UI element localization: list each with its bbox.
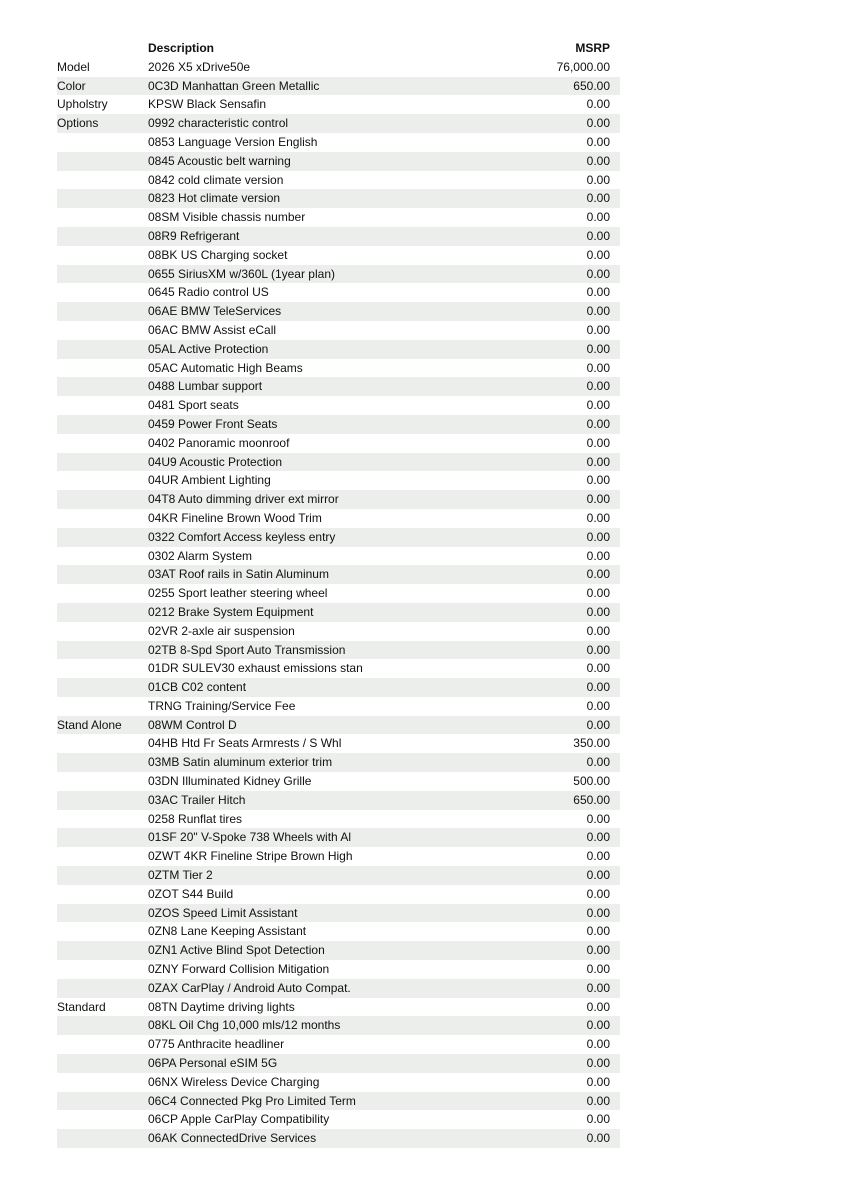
row-description: 03MB Satin aluminum exterior trim — [148, 755, 333, 770]
row-msrp: 0.00 — [586, 811, 610, 826]
row-category — [57, 1035, 148, 1054]
table-row — [57, 189, 620, 208]
row-msrp: 0.00 — [586, 210, 610, 225]
row-description: 05AL Active Protection — [148, 341, 269, 356]
row-description: 04T8 Auto dimming driver ext mirror — [148, 492, 339, 507]
row-category — [57, 697, 148, 716]
row-msrp: 0.00 — [586, 661, 610, 676]
row-description: 08SM Visible chassis number — [148, 210, 306, 225]
row-category — [57, 772, 148, 791]
row-category — [57, 265, 148, 284]
row-category — [57, 490, 148, 509]
row-msrp: 0.00 — [586, 1131, 610, 1146]
row-description: 0655 SiriusXM w/360L (1year plan) — [148, 266, 335, 281]
row-msrp: 0.00 — [586, 285, 610, 300]
table-row — [57, 922, 620, 941]
row-category — [57, 509, 148, 528]
row-category — [57, 847, 148, 866]
table-row — [57, 1129, 620, 1148]
row-category — [57, 434, 148, 453]
row-msrp: 0.00 — [586, 1056, 610, 1071]
table-row — [57, 1092, 620, 1111]
table-row — [57, 979, 620, 998]
table-row — [57, 941, 620, 960]
table-row — [57, 509, 620, 528]
row-description: 0212 Brake System Equipment — [148, 604, 314, 619]
table-row — [57, 246, 620, 265]
row-msrp: 0.00 — [586, 755, 610, 770]
table-row — [57, 584, 620, 603]
row-msrp: 0.00 — [586, 435, 610, 450]
row-description: 01CB C02 content — [148, 680, 247, 695]
row-category — [57, 152, 148, 171]
row-category: Standard — [57, 999, 106, 1014]
row-description: 06PA Personal eSIM 5G — [148, 1056, 278, 1071]
row-description: 01SF 20" V-Spoke 738 Wheels with Al — [148, 830, 352, 845]
table-row — [57, 377, 620, 396]
row-msrp: 0.00 — [586, 1018, 610, 1033]
row-category — [57, 979, 148, 998]
row-category — [57, 171, 148, 190]
row-category — [57, 1016, 148, 1035]
row-category — [57, 415, 148, 434]
table-row — [57, 904, 620, 923]
row-category: Stand Alone — [57, 717, 122, 732]
table-row — [57, 58, 620, 77]
table-row — [57, 415, 620, 434]
row-category — [57, 866, 148, 885]
row-msrp: 0.00 — [586, 868, 610, 883]
row-description: 02TB 8-Spd Sport Auto Transmission — [148, 642, 346, 657]
row-category — [57, 283, 148, 302]
row-description: 0258 Runflat tires — [148, 811, 243, 826]
row-msrp: 0.00 — [586, 680, 610, 695]
row-description: 0853 Language Version English — [148, 134, 318, 149]
table-row — [57, 1110, 620, 1129]
row-description: 06AK ConnectedDrive Services — [148, 1131, 317, 1146]
row-msrp: 0.00 — [586, 510, 610, 525]
row-category — [57, 396, 148, 415]
row-msrp: 0.00 — [586, 322, 610, 337]
table-row — [57, 659, 620, 678]
row-description: TRNG Training/Service Fee — [148, 698, 296, 713]
table-row — [57, 171, 620, 190]
table-row — [57, 641, 620, 660]
row-category — [57, 208, 148, 227]
row-category — [57, 622, 148, 641]
row-category — [57, 1073, 148, 1092]
table-row — [57, 434, 620, 453]
vehicle-price-sheet — [57, 39, 620, 1148]
row-description: 06AE BMW TeleServices — [148, 304, 282, 319]
row-msrp: 0.00 — [586, 153, 610, 168]
row-description: 06AC BMW Assist eCall — [148, 322, 277, 337]
row-description: 0302 Alarm System — [148, 548, 253, 563]
row-category — [57, 321, 148, 340]
row-description: 0ZN8 Lane Keeping Assistant — [148, 924, 307, 939]
table-row — [57, 960, 620, 979]
row-description: 05AC Automatic High Beams — [148, 360, 303, 375]
table-row — [57, 283, 620, 302]
row-description: 0ZNY Forward Collision Mitigation — [148, 962, 330, 977]
table-row — [57, 565, 620, 584]
table-row — [57, 340, 620, 359]
row-msrp: 0.00 — [586, 567, 610, 582]
row-category — [57, 641, 148, 660]
row-category — [57, 904, 148, 923]
row-category — [57, 453, 148, 472]
table-row — [57, 810, 620, 829]
row-description: 0ZWT 4KR Fineline Stripe Brown High — [148, 849, 353, 864]
row-category — [57, 659, 148, 678]
table-row — [57, 265, 620, 284]
row-msrp: 0.00 — [586, 529, 610, 544]
row-description: 0488 Lumbar support — [148, 379, 263, 394]
row-description: 0459 Power Front Seats — [148, 416, 278, 431]
row-description: 03AT Roof rails in Satin Aluminum — [148, 567, 329, 582]
row-category: Upholstry — [57, 97, 108, 112]
row-description: 01DR SULEV30 exhaust emissions stan — [148, 661, 363, 676]
row-description: 0C3D Manhattan Green Metallic — [148, 78, 320, 93]
table-row — [57, 1035, 620, 1054]
row-description: 06CP Apple CarPlay Compatibility — [148, 1112, 330, 1127]
row-category — [57, 1054, 148, 1073]
row-category — [57, 828, 148, 847]
row-category — [57, 734, 148, 753]
row-description: 08TN Daytime driving lights — [148, 999, 295, 1014]
row-description: 06C4 Connected Pkg Pro Limited Term — [148, 1093, 356, 1108]
row-msrp: 0.00 — [586, 247, 610, 262]
row-category — [57, 941, 148, 960]
row-msrp: 0.00 — [586, 962, 610, 977]
row-msrp: 0.00 — [586, 849, 610, 864]
row-description: 0ZAX CarPlay / Android Auto Compat. — [148, 980, 351, 995]
row-description: 03AC Trailer Hitch — [148, 792, 246, 807]
category-column-header — [57, 39, 148, 58]
row-description: 0ZTM Tier 2 — [148, 868, 213, 883]
row-category — [57, 377, 148, 396]
row-msrp: 0.00 — [586, 642, 610, 657]
row-msrp: 0.00 — [586, 116, 610, 131]
row-msrp: 0.00 — [586, 454, 610, 469]
row-msrp: 0.00 — [586, 999, 610, 1014]
row-category — [57, 471, 148, 490]
row-category — [57, 547, 148, 566]
table-row — [57, 734, 620, 753]
table-row — [57, 95, 620, 114]
row-description: 0481 Sport seats — [148, 398, 239, 413]
table-row — [57, 359, 620, 378]
row-category — [57, 133, 148, 152]
row-description: 0775 Anthracite headliner — [148, 1037, 285, 1052]
row-msrp: 0.00 — [586, 379, 610, 394]
row-description: 0ZOS Speed Limit Assistant — [148, 905, 298, 920]
table-row — [57, 1073, 620, 1092]
row-msrp: 650.00 — [573, 792, 610, 807]
row-description: 0992 characteristic control — [148, 116, 289, 131]
row-msrp: 0.00 — [586, 398, 610, 413]
table-row — [57, 603, 620, 622]
table-row — [57, 622, 620, 641]
row-category — [57, 340, 148, 359]
row-category — [57, 302, 148, 321]
table-row — [57, 77, 620, 96]
table-row — [57, 1016, 620, 1035]
price-table — [57, 39, 620, 1148]
table-row — [57, 1054, 620, 1073]
row-msrp: 76,000.00 — [556, 59, 610, 74]
row-description: 0ZOT S44 Build — [148, 886, 234, 901]
row-description: 08KL Oil Chg 10,000 mls/12 months — [148, 1018, 341, 1033]
row-msrp: 0.00 — [586, 360, 610, 375]
row-description: 2026 X5 xDrive50e — [148, 59, 251, 74]
row-category — [57, 1110, 148, 1129]
row-msrp: 0.00 — [586, 943, 610, 958]
row-msrp: 650.00 — [573, 78, 610, 93]
row-msrp: 0.00 — [586, 1093, 610, 1108]
table-row — [57, 528, 620, 547]
table-header-row — [57, 39, 620, 58]
row-description: 04HB Htd Fr Seats Armrests / S Whl — [148, 736, 342, 751]
row-category — [57, 885, 148, 904]
row-category — [57, 603, 148, 622]
table-row — [57, 453, 620, 472]
table-row — [57, 998, 620, 1017]
row-description: 04UR Ambient Lighting — [148, 473, 271, 488]
row-msrp: 0.00 — [586, 905, 610, 920]
row-category — [57, 1129, 148, 1148]
row-msrp: 0.00 — [586, 830, 610, 845]
table-row — [57, 152, 620, 171]
table-row — [57, 490, 620, 509]
row-msrp: 0.00 — [586, 698, 610, 713]
row-description: 0842 cold climate version — [148, 172, 284, 187]
row-category — [57, 565, 148, 584]
row-category: Color — [57, 78, 86, 93]
row-msrp: 0.00 — [586, 473, 610, 488]
row-description: 0255 Sport leather steering wheel — [148, 586, 328, 601]
row-msrp: 0.00 — [586, 717, 610, 732]
row-category — [57, 960, 148, 979]
row-category — [57, 810, 148, 829]
row-msrp: 500.00 — [573, 774, 610, 789]
row-description: 0ZN1 Active Blind Spot Detection — [148, 943, 325, 958]
table-row — [57, 114, 620, 133]
table-row — [57, 396, 620, 415]
row-description: 0322 Comfort Access keyless entry — [148, 529, 336, 544]
row-category — [57, 922, 148, 941]
row-description: 0823 Hot climate version — [148, 191, 281, 206]
row-msrp: 0.00 — [586, 924, 610, 939]
row-msrp: 0.00 — [586, 492, 610, 507]
row-description: 03DN Illuminated Kidney Grille — [148, 774, 312, 789]
row-msrp: 0.00 — [586, 266, 610, 281]
row-category — [57, 1092, 148, 1111]
row-description: 0645 Radio control US — [148, 285, 269, 300]
row-msrp: 350.00 — [573, 736, 610, 751]
row-category — [57, 753, 148, 772]
row-description: 0402 Panoramic moonroof — [148, 435, 290, 450]
row-msrp: 0.00 — [586, 980, 610, 995]
row-description: 06NX Wireless Device Charging — [148, 1074, 320, 1089]
row-description: 04U9 Acoustic Protection — [148, 454, 283, 469]
row-msrp: 0.00 — [586, 1037, 610, 1052]
row-category — [57, 678, 148, 697]
row-category — [57, 528, 148, 547]
row-category: Model — [57, 59, 90, 74]
table-row — [57, 302, 620, 321]
row-category — [57, 359, 148, 378]
row-description: 0845 Acoustic belt warning — [148, 153, 291, 168]
row-description: 08WM Control D — [148, 717, 237, 732]
table-row — [57, 678, 620, 697]
row-msrp: 0.00 — [586, 623, 610, 638]
row-msrp: 0.00 — [586, 1112, 610, 1127]
row-category: Options — [57, 116, 99, 131]
table-row — [57, 828, 620, 847]
row-category — [57, 189, 148, 208]
row-msrp: 0.00 — [586, 416, 610, 431]
table-row — [57, 471, 620, 490]
row-description: 04KR Fineline Brown Wood Trim — [148, 510, 322, 525]
msrp-column-header: MSRP — [575, 41, 610, 55]
row-category — [57, 227, 148, 246]
table-row — [57, 716, 620, 735]
row-category — [57, 584, 148, 603]
description-column-header: Description — [148, 41, 215, 55]
table-row — [57, 772, 620, 791]
row-msrp: 0.00 — [586, 1074, 610, 1089]
row-msrp: 0.00 — [586, 97, 610, 112]
row-category — [57, 246, 148, 265]
row-category — [57, 791, 148, 810]
table-body — [57, 58, 620, 1148]
row-msrp: 0.00 — [586, 586, 610, 601]
row-msrp: 0.00 — [586, 604, 610, 619]
row-msrp: 0.00 — [586, 341, 610, 356]
table-row — [57, 791, 620, 810]
table-row — [57, 321, 620, 340]
row-msrp: 0.00 — [586, 134, 610, 149]
row-msrp: 0.00 — [586, 886, 610, 901]
table-row — [57, 208, 620, 227]
table-row — [57, 227, 620, 246]
row-msrp: 0.00 — [586, 228, 610, 243]
row-msrp: 0.00 — [586, 172, 610, 187]
table-row — [57, 697, 620, 716]
row-description: 02VR 2-axle air suspension — [148, 623, 295, 638]
row-msrp: 0.00 — [586, 191, 610, 206]
table-row — [57, 133, 620, 152]
row-msrp: 0.00 — [586, 548, 610, 563]
row-description: 08BK US Charging socket — [148, 247, 288, 262]
table-row — [57, 753, 620, 772]
table-row — [57, 885, 620, 904]
row-msrp: 0.00 — [586, 304, 610, 319]
row-description: KPSW Black Sensafin — [148, 97, 267, 112]
table-row — [57, 866, 620, 885]
table-row — [57, 847, 620, 866]
row-description: 08R9 Refrigerant — [148, 228, 240, 243]
table-row — [57, 547, 620, 566]
